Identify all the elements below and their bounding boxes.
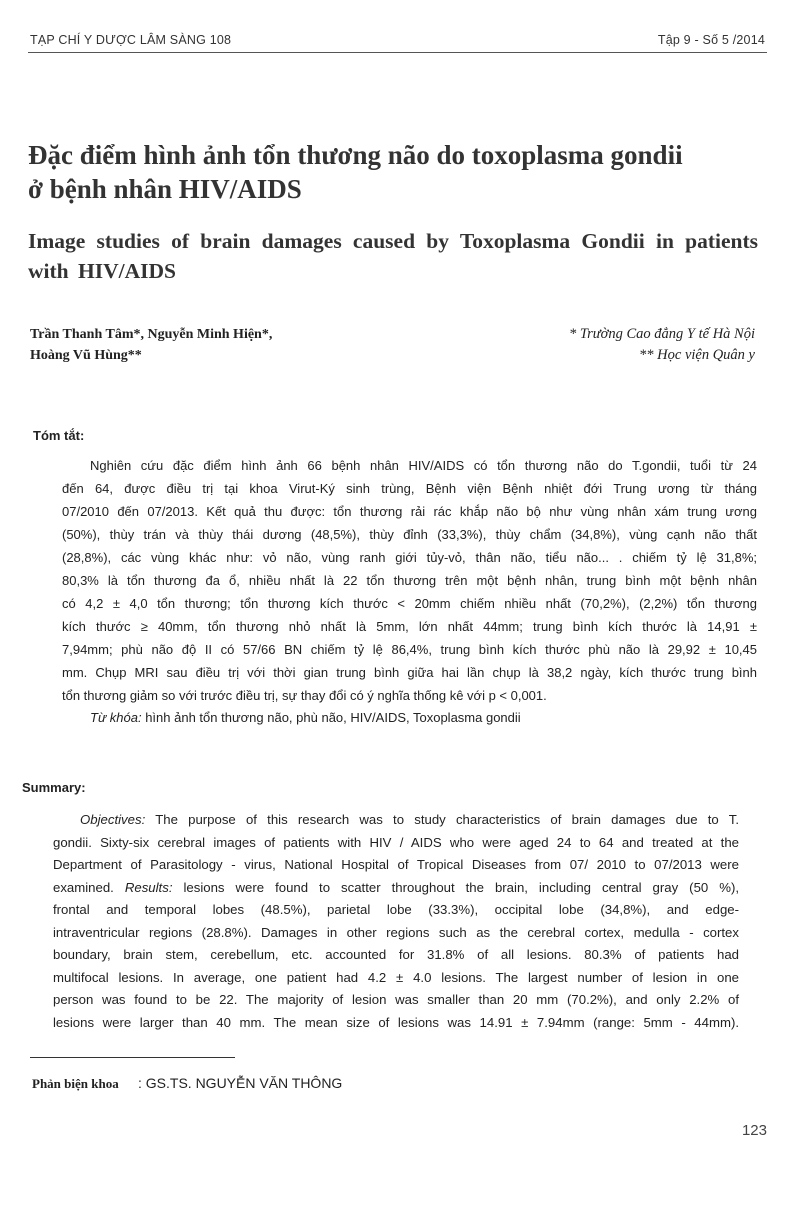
summary-line <box>53 992 739 1008</box>
summary-line-text: The purpose of this research was to study characteristics of brain damages due to T. <box>145 812 739 827</box>
journal-name: TẠP CHÍ Y DƯỢC LÂM SÀNG 108 <box>30 33 232 47</box>
summary-line <box>53 857 739 873</box>
affiliation-1: * Trường Cao đẳng Y tế Hà Nội <box>568 326 755 342</box>
title-vi-line1: Đặc điểm hình ảnh tổn thương não do toxoplasma gondii <box>28 140 683 170</box>
reviewer-name: : GS.TS. NGUYỄN VĂN THÔNG <box>138 1075 343 1091</box>
summary-line-text: boundary, brain stem, cerebellum, etc. accounted for 31.8% of all lesions. 80.3% of patients had <box>53 947 739 962</box>
summary-line <box>53 925 739 941</box>
abstract-line-text: 7,94mm; phù não độ II có 57/66 BN chiếm tỷ lệ 86,4%, trung bình kích thước phù não là 29,92 ± 10,45 <box>62 642 757 657</box>
reviewer-label: Phản biện khoa <box>32 1076 119 1091</box>
keywords-text: hình ảnh tổn thương não, phù não, HIV/AIDS, Toxoplasma gondii <box>141 710 521 725</box>
summary-line-text: Department of Parasitology - virus, National Hospital of Tropical Diseases from 07/ 2010 to 07/2013 were <box>53 857 739 872</box>
abstract-line-text: tổn thương giảm so với trước điều trị, sự thay đổi có ý nghĩa thống kê với p < 0,001. <box>62 688 547 703</box>
abstract-line <box>62 481 757 497</box>
abstract-line-text: kích thước ≥ 40mm, tổn thương nhỏ nhất là 5mm, lớn nhất 44mm; trung bình kích thước là 14,91 ± <box>62 619 757 634</box>
summary-line <box>53 835 739 851</box>
summary-line-text: intraventricular regions (28.8%). Damages in other regions such as the cerebral cortex, medulla - cortex <box>53 924 739 940</box>
issue-info: Tập 9 - Số 5 /2014 <box>657 33 765 47</box>
objectives-label: Objectives: <box>80 812 146 827</box>
footnote-rule <box>30 1057 235 1058</box>
summary-line-text: gondii. Sixty-six cerebral images of patients with HIV / AIDS who were aged 24 to 64 and treated at the <box>53 834 739 850</box>
abstract-line-text: 80,3% là tổn thương đa ổ, nhiều nhất là 22 tổn thương trên một bệnh nhân, trung bình một bệnh nhân <box>62 573 757 588</box>
abstract-line-text: 07/2010 đến 07/2013. Kết quả thu được: tổn thương rải rác khắp não bộ như vùng nhân xám trung ương <box>62 504 757 519</box>
summary-line <box>53 970 739 986</box>
abstract-line <box>62 573 757 589</box>
keywords <box>90 710 757 726</box>
abstract-line-text: (50%), thùy trán và thùy thái dương (48,5%), thùy đỉnh (33,3%), thùy chẩm (34,8%), vùng cạnh não thất <box>62 527 757 542</box>
header-rule <box>28 52 767 53</box>
abstract-heading: Tóm tắt: <box>33 428 85 443</box>
summary-line-text: lesions were found to scatter throughout the brain, including central gray (50 %), <box>172 879 739 895</box>
abstract-line <box>62 596 757 612</box>
affiliation-2: ** Học viện Quân y <box>639 347 755 363</box>
abstract-line-text: đến 64, được điều trị tại khoa Virut-Ký sinh trùng, Bệnh viện Bệnh nhiệt đới Trung ương từ tháng <box>62 481 757 496</box>
keywords-label: Từ khóa: <box>90 710 142 725</box>
summary-line <box>53 947 739 963</box>
abstract-line-text: Nghiên cứu đặc điểm hình ảnh 66 bệnh nhân HIV/AIDS có tổn thương não do T.gondii, tuổi từ 24 <box>90 458 757 473</box>
summary-heading: Summary: <box>22 780 86 795</box>
abstract-line <box>62 665 757 681</box>
authors-line1: Trần Thanh Tâm*, Nguyễn Minh Hiện*, <box>30 327 273 342</box>
summary-line-text: lesions were larger than 40 mm. The mean size of lesions was 14.91 ± 7.94mm (range: 5mm - 44mm). <box>53 1014 739 1030</box>
summary-line <box>53 1015 739 1031</box>
abstract-line-text: (28,8%), các vùng khác như: vỏ não, vùng ranh giới tủy-vỏ, thân não, tiểu não... . chiếm tỷ lệ 31,8%; <box>62 550 757 565</box>
summary-line <box>53 880 739 896</box>
abstract-line-text: có 4,2 ± 4,0 tổn thương; tổn thương kích thước < 20mm chiếm nhiều nhất (70,2%), (2,2%) tổn thương <box>62 596 757 611</box>
summary-line-text: frontal and temporal lobes (48.5%), parietal lobe (33.3%), occipital lobe (34,8%), and edge- <box>53 902 739 917</box>
abstract-line <box>62 550 757 566</box>
summary-line-text: multifocal lesions. In average, one patient had 4.2 ± 4.0 lesions. The largest number of lesion in one <box>53 969 739 985</box>
authors-line2: Hoàng Vũ Hùng** <box>30 348 142 363</box>
summary-line <box>53 902 739 918</box>
title-vi-line2: ở bệnh nhân HIV/AIDS <box>28 174 302 204</box>
summary-line <box>80 812 739 828</box>
summary-line-text: person was found to be 22. The majority of lesion was smaller than 20 mm (70.2%), and only 2.2% of <box>53 992 739 1007</box>
page-number: 123 <box>741 1122 767 1139</box>
results-label: Results: <box>124 879 173 895</box>
abstract-line <box>90 458 757 474</box>
abstract-line-text: mm. Chụp MRI sau điều trị với thời gian trung bình giữa hai lần chụp là 38,2 ngày, kích thước trung bình <box>62 665 757 680</box>
abstract-line <box>62 527 757 543</box>
title-en: Image studies of brain damages caused by Toxoplasma Gondii in patients with HIV/AIDS <box>28 229 758 283</box>
summary-prefix: examined. <box>53 879 125 895</box>
abstract-line <box>62 504 757 520</box>
abstract-line <box>62 688 757 704</box>
abstract-line <box>62 642 757 658</box>
abstract-line <box>62 619 757 635</box>
